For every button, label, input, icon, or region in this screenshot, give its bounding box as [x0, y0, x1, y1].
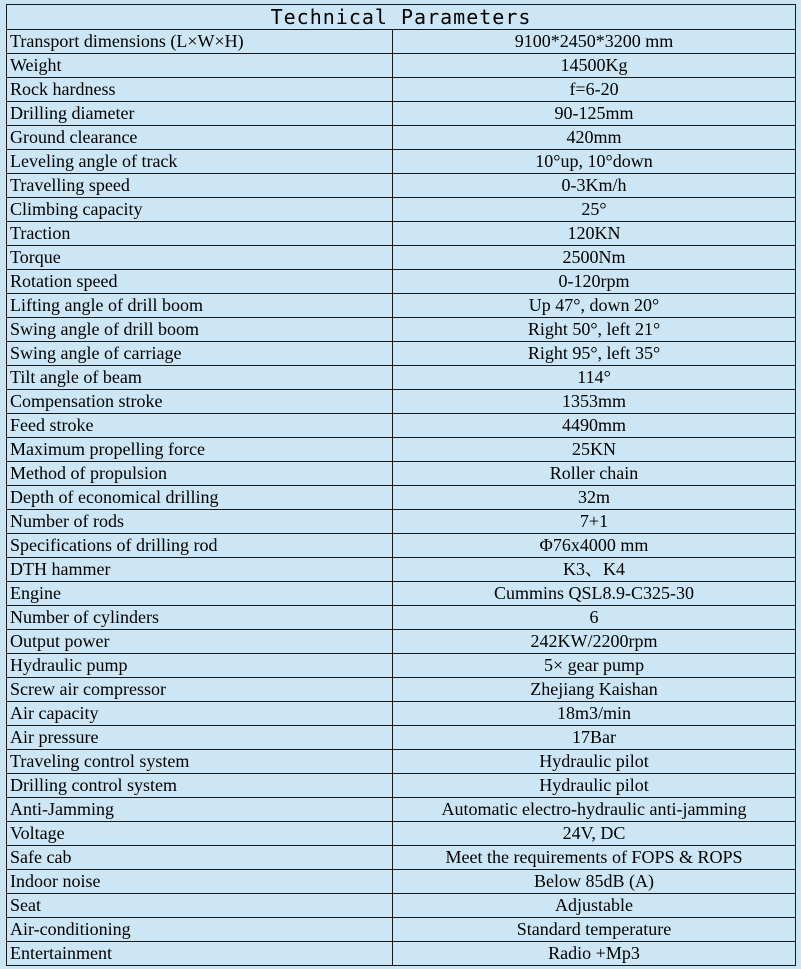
parameter-name: Method of propulsion — [7, 462, 393, 486]
parameter-name: DTH hammer — [7, 558, 393, 582]
table-row — [7, 78, 796, 102]
parameter-value: 14500Kg — [393, 54, 796, 78]
table-row — [7, 918, 796, 942]
table-row — [7, 462, 796, 486]
parameter-value: 7+1 — [393, 510, 796, 534]
parameter-name: Output power — [7, 630, 393, 654]
table-row — [7, 54, 796, 78]
parameter-name: Air pressure — [7, 726, 393, 750]
parameter-name: Feed stroke — [7, 414, 393, 438]
parameter-value: 6 — [393, 606, 796, 630]
parameter-name: Rotation speed — [7, 270, 393, 294]
table-row — [7, 822, 796, 846]
table-row — [7, 798, 796, 822]
table-row — [7, 582, 796, 606]
technical-parameters-table — [6, 4, 796, 966]
table-row — [7, 438, 796, 462]
parameter-value: 24V, DC — [393, 822, 796, 846]
parameter-value: Hydraulic pilot — [393, 774, 796, 798]
parameter-value: 5× gear pump — [393, 654, 796, 678]
table-row — [7, 654, 796, 678]
parameter-name: Rock hardness — [7, 78, 393, 102]
parameter-name: Traction — [7, 222, 393, 246]
parameter-value: Meet the requirements of FOPS & ROPS — [393, 846, 796, 870]
spec-sheet — [6, 4, 795, 966]
parameter-name: Transport dimensions (L×W×H) — [7, 30, 393, 54]
table-row — [7, 942, 796, 966]
parameter-value: 32m — [393, 486, 796, 510]
parameter-name: Seat — [7, 894, 393, 918]
table-row — [7, 222, 796, 246]
parameter-value: 120KN — [393, 222, 796, 246]
table-row — [7, 390, 796, 414]
parameter-name: Weight — [7, 54, 393, 78]
parameter-name: Travelling speed — [7, 174, 393, 198]
parameter-name: Drilling control system — [7, 774, 393, 798]
parameter-value: 1353mm — [393, 390, 796, 414]
table-row — [7, 678, 796, 702]
parameter-value: 114° — [393, 366, 796, 390]
parameter-name: Leveling angle of track — [7, 150, 393, 174]
table-row — [7, 702, 796, 726]
parameter-value: Roller chain — [393, 462, 796, 486]
parameter-value: Right 50°, left 21° — [393, 318, 796, 342]
parameter-name: Air-conditioning — [7, 918, 393, 942]
parameter-value: 10°up, 10°down — [393, 150, 796, 174]
table-row — [7, 750, 796, 774]
parameter-value: Cummins QSL8.9-C325-30 — [393, 582, 796, 606]
table-row — [7, 366, 796, 390]
parameter-value: 25KN — [393, 438, 796, 462]
parameter-name: Anti-Jamming — [7, 798, 393, 822]
parameter-value: f=6-20 — [393, 78, 796, 102]
parameter-value: 4490mm — [393, 414, 796, 438]
table-row — [7, 558, 796, 582]
table-row — [7, 174, 796, 198]
parameter-value: 2500Nm — [393, 246, 796, 270]
parameter-name: Climbing capacity — [7, 198, 393, 222]
table-row — [7, 102, 796, 126]
parameter-name: Engine — [7, 582, 393, 606]
parameter-value: 0-120rpm — [393, 270, 796, 294]
parameter-value: Hydraulic pilot — [393, 750, 796, 774]
table-row — [7, 246, 796, 270]
table-body — [7, 30, 796, 966]
table-row — [7, 414, 796, 438]
parameter-name: Safe cab — [7, 846, 393, 870]
parameter-value: 9100*2450*3200 mm — [393, 30, 796, 54]
table-row — [7, 30, 796, 54]
parameter-value: K3、K4 — [393, 558, 796, 582]
parameter-name: Swing angle of drill boom — [7, 318, 393, 342]
parameter-value: Standard temperature — [393, 918, 796, 942]
parameter-value: Adjustable — [393, 894, 796, 918]
table-row — [7, 606, 796, 630]
parameter-value: Right 95°, left 35° — [393, 342, 796, 366]
table-title: Technical Parameters — [7, 5, 796, 30]
table-row — [7, 870, 796, 894]
parameter-value: Below 85dB (A) — [393, 870, 796, 894]
parameter-name: Indoor noise — [7, 870, 393, 894]
parameter-value: 18m3/min — [393, 702, 796, 726]
table-row — [7, 534, 796, 558]
parameter-name: Air capacity — [7, 702, 393, 726]
parameter-name: Traveling control system — [7, 750, 393, 774]
parameter-value: 420mm — [393, 126, 796, 150]
parameter-name: Number of cylinders — [7, 606, 393, 630]
table-row — [7, 150, 796, 174]
parameter-value: Up 47°, down 20° — [393, 294, 796, 318]
parameter-name: Compensation stroke — [7, 390, 393, 414]
parameter-name: Tilt angle of beam — [7, 366, 393, 390]
table-row — [7, 774, 796, 798]
parameter-name: Swing angle of carriage — [7, 342, 393, 366]
parameter-name: Depth of economical drilling — [7, 486, 393, 510]
table-row — [7, 726, 796, 750]
parameter-value: 17Bar — [393, 726, 796, 750]
table-row — [7, 894, 796, 918]
table-row — [7, 318, 796, 342]
parameter-name: Hydraulic pump — [7, 654, 393, 678]
table-row — [7, 510, 796, 534]
parameter-name: Drilling diameter — [7, 102, 393, 126]
parameter-value: Radio +Mp3 — [393, 942, 796, 966]
parameter-value: 242KW/2200rpm — [393, 630, 796, 654]
table-row — [7, 198, 796, 222]
parameter-name: Entertainment — [7, 942, 393, 966]
table-row — [7, 294, 796, 318]
title-row — [7, 5, 796, 30]
parameter-name: Specifications of drilling rod — [7, 534, 393, 558]
parameter-name: Screw air compressor — [7, 678, 393, 702]
parameter-name: Maximum propelling force — [7, 438, 393, 462]
parameter-value: Φ76x4000 mm — [393, 534, 796, 558]
parameter-name: Lifting angle of drill boom — [7, 294, 393, 318]
table-row — [7, 342, 796, 366]
table-row — [7, 846, 796, 870]
table-row — [7, 486, 796, 510]
parameter-value: 0-3Km/h — [393, 174, 796, 198]
parameter-name: Torque — [7, 246, 393, 270]
parameter-value: 25° — [393, 198, 796, 222]
parameter-value: Automatic electro-hydraulic anti-jamming — [393, 798, 796, 822]
parameter-name: Ground clearance — [7, 126, 393, 150]
table-row — [7, 270, 796, 294]
table-row — [7, 126, 796, 150]
parameter-value: 90-125mm — [393, 102, 796, 126]
parameter-name: Voltage — [7, 822, 393, 846]
parameter-name: Number of rods — [7, 510, 393, 534]
parameter-value: Zhejiang Kaishan — [393, 678, 796, 702]
table-row — [7, 630, 796, 654]
